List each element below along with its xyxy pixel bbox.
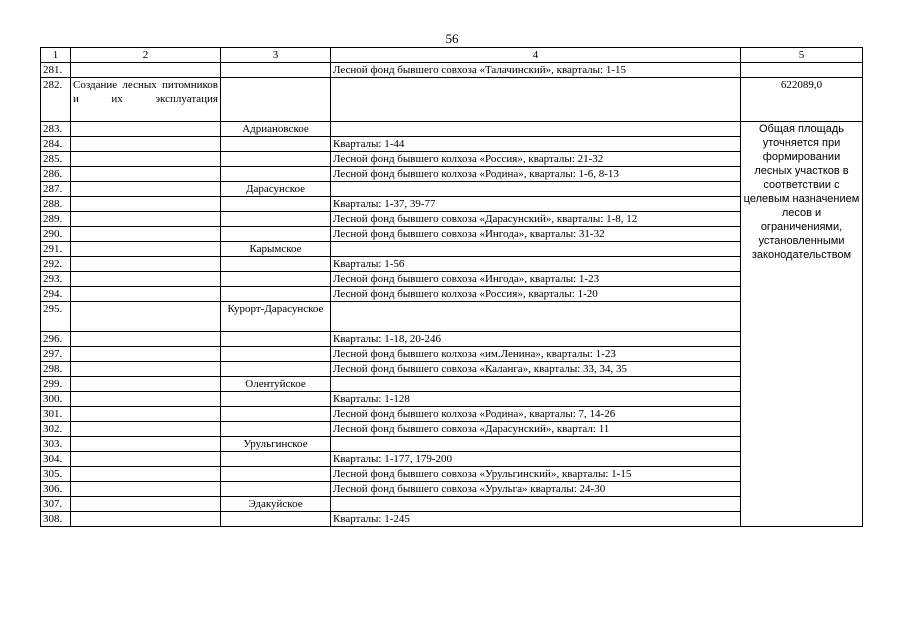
activity-cell [71, 227, 221, 242]
activity-cell [71, 347, 221, 362]
table-header-row [41, 48, 863, 63]
description-cell [331, 78, 741, 122]
activity-cell [71, 167, 221, 182]
table-row [41, 212, 863, 227]
activity-cell: Создание лесных питомников и их эксплуатация [71, 78, 221, 122]
description-cell: Лесной фонд бывшего совхоза «Талачинский», кварталы: 1-15 [331, 63, 741, 78]
description-cell: Кварталы: 1-56 [331, 257, 741, 272]
row-number: 299. [41, 377, 71, 392]
locality-cell: Адриановское [221, 122, 331, 137]
table-row [41, 287, 863, 302]
row-number: 308. [41, 512, 71, 527]
table-row [41, 78, 863, 122]
locality-cell [221, 78, 331, 122]
table-row [41, 362, 863, 377]
activity-cell [71, 242, 221, 257]
table-row [41, 512, 863, 527]
activity-cell [71, 137, 221, 152]
row-number: 282. [41, 78, 71, 122]
description-cell: Лесной фонд бывшего совхоза «Дарасунский», квартал: 11 [331, 422, 741, 437]
description-cell: Кварталы: 1-245 [331, 512, 741, 527]
table-row [41, 422, 863, 437]
table-row [41, 437, 863, 452]
row-number: 301. [41, 407, 71, 422]
row-number: 305. [41, 467, 71, 482]
locality-cell [221, 287, 331, 302]
column-header: 5 [741, 48, 863, 63]
description-cell: Кварталы: 1-37, 39-77 [331, 197, 741, 212]
table-row [41, 497, 863, 512]
activity-cell [71, 377, 221, 392]
table-row [41, 482, 863, 497]
row-number: 295. [41, 302, 71, 332]
table-row [41, 257, 863, 272]
row-number: 291. [41, 242, 71, 257]
activity-cell [71, 467, 221, 482]
column-header: 4 [331, 48, 741, 63]
description-cell: Лесной фонд бывшего совхоза «Ингода», кварталы: 1-23 [331, 272, 741, 287]
locality-cell [221, 362, 331, 377]
page-number: 56 [445, 31, 459, 46]
description-cell: Лесной фонд бывшего колхоза «Россия», кварталы: 1-20 [331, 287, 741, 302]
locality-cell [221, 152, 331, 167]
description-cell: Кварталы: 1-177, 179-200 [331, 452, 741, 467]
locality-cell [221, 212, 331, 227]
description-cell [331, 377, 741, 392]
description-cell: Лесной фонд бывшего совхоза «Ингода», кварталы: 31-32 [331, 227, 741, 242]
activity-cell [71, 512, 221, 527]
locality-cell [221, 257, 331, 272]
column-header: 3 [221, 48, 331, 63]
activity-cell [71, 407, 221, 422]
table-row [41, 122, 863, 137]
activity-cell [71, 437, 221, 452]
description-cell: Кварталы: 1-44 [331, 137, 741, 152]
locality-cell [221, 227, 331, 242]
table-row [41, 347, 863, 362]
table-row [41, 272, 863, 287]
row-number: 285. [41, 152, 71, 167]
table-row [41, 452, 863, 467]
row-number: 287. [41, 182, 71, 197]
activity-cell [71, 392, 221, 407]
locality-cell [221, 167, 331, 182]
table-row [41, 242, 863, 257]
locality-cell [221, 392, 331, 407]
row-number: 288. [41, 197, 71, 212]
row-number: 284. [41, 137, 71, 152]
area-cell: 622089,0 [741, 78, 863, 122]
activity-cell [71, 482, 221, 497]
row-number: 293. [41, 272, 71, 287]
activity-cell [71, 197, 221, 212]
description-cell [331, 497, 741, 512]
table-row [41, 137, 863, 152]
description-cell [331, 242, 741, 257]
locality-cell: Курорт-Дарасунское [221, 302, 331, 332]
merged-note-cell: Общая площадь уточняется при формировании лесных участков в соответствии с целевым назначением лесов и ограничениями, установленными законодательством [741, 122, 863, 527]
locality-cell [221, 422, 331, 437]
description-cell: Лесной фонд бывшего колхоза «Россия», кварталы: 21-32 [331, 152, 741, 167]
table-row [41, 467, 863, 482]
row-number: 292. [41, 257, 71, 272]
locality-cell [221, 452, 331, 467]
activity-cell [71, 287, 221, 302]
table-row [41, 332, 863, 347]
locality-cell [221, 482, 331, 497]
description-cell: Лесной фонд бывшего колхоза «Родина», кварталы: 1-6, 8-13 [331, 167, 741, 182]
row-number: 289. [41, 212, 71, 227]
row-number: 303. [41, 437, 71, 452]
locality-cell [221, 347, 331, 362]
locality-cell [221, 137, 331, 152]
locality-cell [221, 63, 331, 78]
table-row [41, 152, 863, 167]
forest-fund-table [40, 47, 863, 527]
locality-cell [221, 272, 331, 287]
activity-cell [71, 452, 221, 467]
locality-cell: Карымское [221, 242, 331, 257]
table-row [41, 227, 863, 242]
area-cell [741, 63, 863, 78]
table-row [41, 167, 863, 182]
table-row [41, 302, 863, 332]
description-cell: Лесной фонд бывшего совхоза «Каланга», кварталы: 33, 34, 35 [331, 362, 741, 377]
activity-cell [71, 497, 221, 512]
description-cell: Лесной фонд бывшего совхоза «Урульга» кварталы: 24-30 [331, 482, 741, 497]
description-cell: Лесной фонд бывшего колхоза «Родина», кварталы: 7, 14-26 [331, 407, 741, 422]
locality-cell [221, 407, 331, 422]
row-number: 290. [41, 227, 71, 242]
activity-cell [71, 122, 221, 137]
activity-cell [71, 362, 221, 377]
activity-cell [71, 212, 221, 227]
table-row [41, 182, 863, 197]
activity-cell [71, 332, 221, 347]
column-header: 1 [41, 48, 71, 63]
row-number: 300. [41, 392, 71, 407]
table-row [41, 407, 863, 422]
description-cell [331, 182, 741, 197]
row-number: 294. [41, 287, 71, 302]
activity-cell [71, 272, 221, 287]
row-number: 281. [41, 63, 71, 78]
locality-cell [221, 332, 331, 347]
row-number: 307. [41, 497, 71, 512]
activity-cell [71, 422, 221, 437]
description-cell: Кварталы: 1-18, 20-246 [331, 332, 741, 347]
activity-cell [71, 257, 221, 272]
locality-cell [221, 512, 331, 527]
locality-cell [221, 467, 331, 482]
row-number: 297. [41, 347, 71, 362]
column-header: 2 [71, 48, 221, 63]
description-cell [331, 122, 741, 137]
row-number: 286. [41, 167, 71, 182]
locality-cell [221, 197, 331, 212]
locality-cell: Дарасунское [221, 182, 331, 197]
row-number: 296. [41, 332, 71, 347]
activity-cell [71, 182, 221, 197]
table-row [41, 63, 863, 78]
description-cell: Лесной фонд бывшего совхоза «Дарасунский», кварталы: 1-8, 12 [331, 212, 741, 227]
locality-cell: Олентуйское [221, 377, 331, 392]
activity-cell [71, 63, 221, 78]
activity-cell [71, 302, 221, 332]
description-cell: Кварталы: 1-128 [331, 392, 741, 407]
description-cell: Лесной фонд бывшего колхоза «им.Ленина», кварталы: 1-23 [331, 347, 741, 362]
locality-cell: Эдакуйское [221, 497, 331, 512]
table-row [41, 377, 863, 392]
row-number: 283. [41, 122, 71, 137]
row-number: 306. [41, 482, 71, 497]
row-number: 298. [41, 362, 71, 377]
table-row [41, 197, 863, 212]
row-number: 304. [41, 452, 71, 467]
description-cell [331, 437, 741, 452]
description-cell: Лесной фонд бывшего совхоза «Урульгинский», кварталы: 1-15 [331, 467, 741, 482]
locality-cell: Урульгинское [221, 437, 331, 452]
activity-cell [71, 152, 221, 167]
row-number: 302. [41, 422, 71, 437]
description-cell [331, 302, 741, 332]
table-row [41, 392, 863, 407]
